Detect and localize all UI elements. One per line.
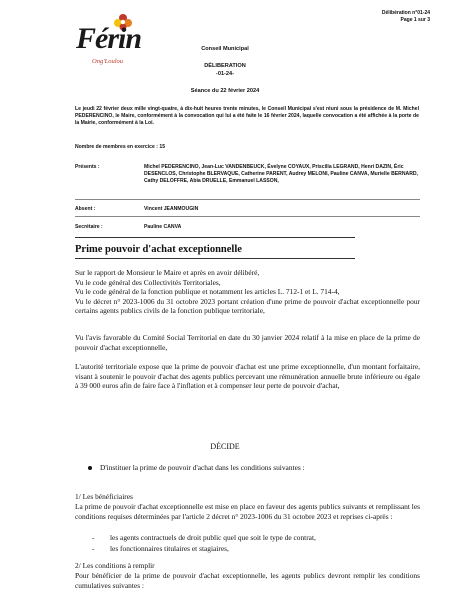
decide-heading: DÉCIDE [210, 442, 240, 451]
deliberation-number: -01-24- [215, 71, 235, 77]
absent-label: Absent : [75, 206, 96, 212]
absent-names: Vincent JEANMOUGIN [144, 206, 199, 212]
session-intro: Le jeudi 22 février deux mille vingt-quatre, à dix-huit heures trente minutes, le Conseil Municipal s'est réuni sous la présidence de M. Michel PEDERENCINO, le Maire, conformément à la convocation qui lui a été faite le 16 février 2024, laquelle convocation a été affichée à la porte de la Mairie, conformément à la Loi. [75, 106, 419, 126]
visa-line: Sur le rapport de Monsieur le Maire et après en avoir délibéré, [75, 268, 260, 277]
secretary-name: Pauline CANVA [144, 224, 182, 230]
beneficiary-text: les agents contractuels de droit public quel que soit le type de contrat, [110, 533, 316, 542]
title-rule [75, 258, 355, 259]
bullet-icon [88, 466, 92, 470]
document-reference [382, 10, 430, 24]
council-heading: Conseil Municipal [201, 46, 249, 52]
visa-line: Vu le décret n° 2023-1006 du 31 octobre 2023 portant création d'une prime de pouvoir d'achat exceptionnelle pour certains agents publics civils de la fonction publique territoriale, [75, 296, 420, 316]
dash-icon: - [92, 533, 95, 542]
expose-paragraph: L'autorité territoriale expose que la prime de pouvoir d'achat est une prime exceptionnelle, d'un montant forfaitaire, visant à soutenir le pouvoir d'achat des agents publics percevant une rémunération annuelle brute inférieure ou égale à 39 000 euros afin de faire face à l'inflation et à compenser leur perte de pouvoir d'achat, [75, 362, 420, 391]
visas-block [75, 268, 420, 316]
section2-text: Pour bénéficier de la prime de pouvoir d'achat exceptionnelle, les agents publics devront remplir les conditions cumulatives suivantes : [75, 571, 420, 590]
divider [75, 216, 420, 217]
deliberation-title: Prime pouvoir d'achat exceptionnelle [75, 244, 242, 255]
page-count: Page 1 sur 3 [400, 17, 430, 23]
beneficiary-text: les fonctionnaires titulaires et stagiaires, [110, 544, 229, 553]
title-rule [75, 237, 355, 238]
visa-line: Vu le code général de la fonction publique et notamment les articles L. 712-1 et L. 714-4, [75, 287, 340, 297]
section2-title: 2/ Les conditions à remplir [75, 561, 155, 570]
members-count: Nombre de membres en exercice : 15 [75, 144, 166, 150]
secretary-label: Secrétaire : [75, 224, 103, 230]
deliberation-number-ref: Délibération n°01-24 [381, 10, 430, 16]
avis-paragraph: Vu l'avis favorable du Comité Social Territorial en date du 30 janvier 2024 relatif à la mise en place de la prime de pouvoir d'achat exceptionnelle, [75, 333, 420, 352]
section1-title: 1/ Les bénéficiaires [75, 492, 133, 501]
divider [75, 199, 420, 200]
logo-tagline: Ong'Loulou [92, 58, 124, 65]
decide-bullet-item [88, 463, 418, 473]
logo-wordmark: Férin [76, 22, 142, 55]
present-label: Présents : [75, 164, 100, 170]
present-names: Michel PEDERENCINO, Jean-Luc VANDENBEUCK, Évelyne COYAUX, Priscilla LEGRAND, Henri DAZIN, Éric DESENCLOS, Christophe BLERVAQUE, Catherine PARENT, Audrey MELONI, Pauline CANVA, Murielle BERNARD, Cathy DELOFFRE, Abia DRUELLE, Emmanuel LASSON, [144, 164, 418, 184]
session-date: Séance du 22 février 2024 [190, 88, 260, 94]
visa-line: Vu le code général des Collectivités Territoriales, [75, 277, 221, 287]
deliberation-heading: DÉLIBERATION [204, 63, 246, 69]
dash-icon: - [92, 544, 95, 553]
section1-text: La prime de pouvoir d'achat exceptionnelle est mise en place en faveur des agents publics suivants et remplissant les conditions requises déterminées par l'article 2 décret n° 2023-1006 du 31 octobre 2023 et reprises ci-après : [75, 502, 420, 521]
decide-bullet-text: D'instituer la prime de pouvoir d'achat dans les conditions suivantes : [100, 463, 305, 472]
